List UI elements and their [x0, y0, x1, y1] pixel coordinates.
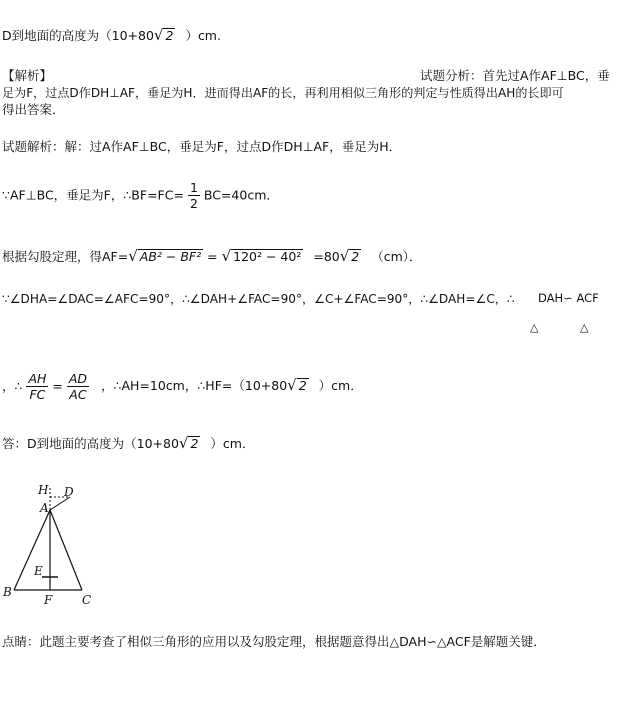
label-f: F: [44, 593, 53, 607]
segment-ac: [50, 510, 82, 590]
triangle-symbol: △: [530, 321, 539, 334]
analysis-body-2: 得出答案．: [2, 102, 65, 117]
geometry-figure: [0, 480, 110, 610]
step4-result: ，∴AH=10cm，∴HF=（10+80: [101, 378, 288, 394]
step1-text: ∵AF⊥BC，垂足为F，∴BF=FC=: [2, 187, 184, 203]
answer-unit: ）cm．: [210, 436, 255, 451]
step2-unit: （cm）．: [371, 249, 422, 264]
step4-unit: ）cm．: [318, 378, 363, 394]
similar-triangles: DAH∽ ACF: [538, 291, 599, 305]
analysis-body-1: 足为F，过点D作DH⊥AF，垂足为H．进而得出AF的长，再利用相似三角形的判定与性质得出AH的长即可: [2, 86, 564, 100]
comment-line: 点睛：此题主要考查了相似三角形的应用以及勾股定理，根据题意得出△DAH∽△ACF是解题关键．: [2, 634, 546, 649]
sqrt-radicand: 2: [165, 28, 174, 43]
label-c: C: [82, 593, 92, 607]
analysis-label: 【解析】: [2, 68, 53, 83]
fraction-denominator: FC: [29, 386, 46, 402]
sqrt-symbol: √: [339, 247, 350, 265]
solution-intro: 试题解析：解：过A作AF⊥BC，垂足为F，过点D作DH⊥AF，垂足为H．: [2, 139, 402, 154]
label-h: H: [38, 483, 49, 497]
label-a: A: [40, 501, 49, 515]
equals-sign: =: [52, 378, 63, 394]
sqrt-ab-bf: AB² − BF²: [139, 249, 202, 264]
sqrt-two: 2: [190, 436, 199, 451]
step2-value: =80: [313, 249, 340, 264]
sqrt-symbol: √: [153, 26, 164, 44]
fraction-numerator: 1: [189, 180, 198, 195]
sqrt-symbol: √: [287, 376, 297, 395]
step2-text: 根据勾股定理，得AF=: [2, 249, 129, 264]
top-height-unit: ）cm.: [185, 28, 221, 43]
sqrt-symbol: √: [178, 434, 189, 452]
analysis-head: 试题分析：首先过A作AF⊥BC，垂: [420, 68, 610, 83]
step1-result: BC=40cm．: [203, 187, 279, 203]
top-height-line: [2, 28, 221, 43]
answer-line: [2, 436, 254, 451]
label-d: D: [64, 485, 74, 499]
triangle-symbol: △: [580, 321, 589, 334]
step1-line: [2, 181, 279, 211]
fraction-ad-ac: [67, 372, 89, 402]
sqrt-two: 2: [351, 249, 360, 264]
fraction-denominator: AC: [69, 386, 87, 402]
fraction-numerator: AH: [28, 371, 47, 386]
label-b: B: [3, 585, 12, 599]
label-e: E: [34, 564, 43, 578]
fraction-numerator: AD: [68, 371, 88, 386]
sqrt-symbol: √: [128, 247, 138, 265]
fraction-denominator: 2: [189, 195, 198, 211]
step4-prefix: ，∴: [2, 378, 23, 394]
fraction-one-half: [188, 181, 200, 211]
answer-text: 答：D到地面的高度为（10+80: [2, 436, 179, 451]
equals-sign: =: [207, 249, 218, 264]
segment-ab: [14, 510, 50, 590]
step2-line: [2, 249, 422, 264]
top-height-text: D到地面的高度为（10+80: [2, 28, 154, 43]
fraction-ah-fc: [26, 372, 48, 402]
sqrt-120-40: 120² − 40²: [233, 249, 302, 264]
step3-line: ∵∠DHA=∠DAC=∠AFC=90°，∴∠DAH+∠FAC=90°，∠C+∠FAC=90°，∴∠DAH=∠C，∴: [2, 292, 515, 306]
sqrt-symbol: √: [221, 247, 232, 265]
step4-line: [2, 372, 363, 402]
sqrt-two: 2: [298, 378, 307, 394]
